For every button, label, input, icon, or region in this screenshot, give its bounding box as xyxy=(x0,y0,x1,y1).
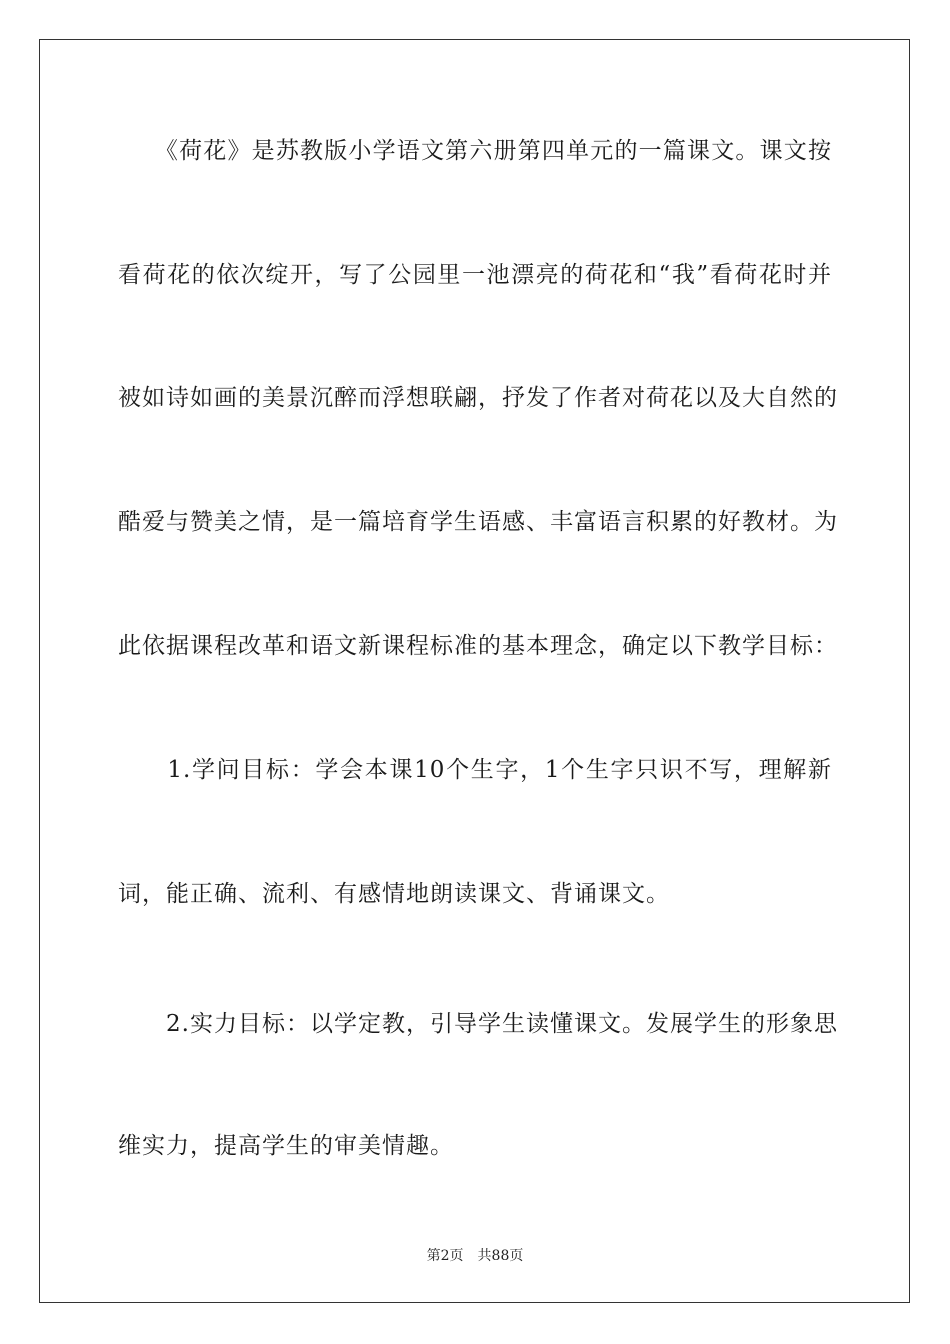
page-total: 共88页 xyxy=(477,1248,524,1264)
paragraph-line: 被如诗如画的美景沉醉而浮想联翩，抒发了作者对荷花以及大自然的 xyxy=(118,385,838,411)
paragraph-line: 1.学问目标：学会本课10个生字，1个生字只识不写，理解新 xyxy=(118,757,832,783)
paragraph-line: 维实力，提高学生的审美情趣。 xyxy=(118,1133,454,1159)
paragraph-line: 此依据课程改革和语文新课程标准的基本理念，确定以下教学目标： xyxy=(118,633,838,659)
page-border xyxy=(39,39,910,1303)
paragraph-line: 《荷花》是苏教版小学语文第六册第四单元的一篇课文。课文按 xyxy=(118,138,832,164)
paragraph-line: 看荷花的依次绽开，写了公园里一池漂亮的荷花和“我”看荷花时并 xyxy=(118,262,832,288)
paragraph-line: 词，能正确、流利、有感情地朗读课文、背诵课文。 xyxy=(118,881,670,907)
paragraph-line: 2.实力目标：以学定教，引导学生读懂课文。发展学生的形象思 xyxy=(118,1011,838,1037)
page-number: 第2页 xyxy=(426,1248,464,1264)
paragraph-line: 酷爱与赞美之情，是一篇培育学生语感、丰富语言积累的好教材。为 xyxy=(118,509,838,535)
page-footer xyxy=(0,1247,950,1265)
